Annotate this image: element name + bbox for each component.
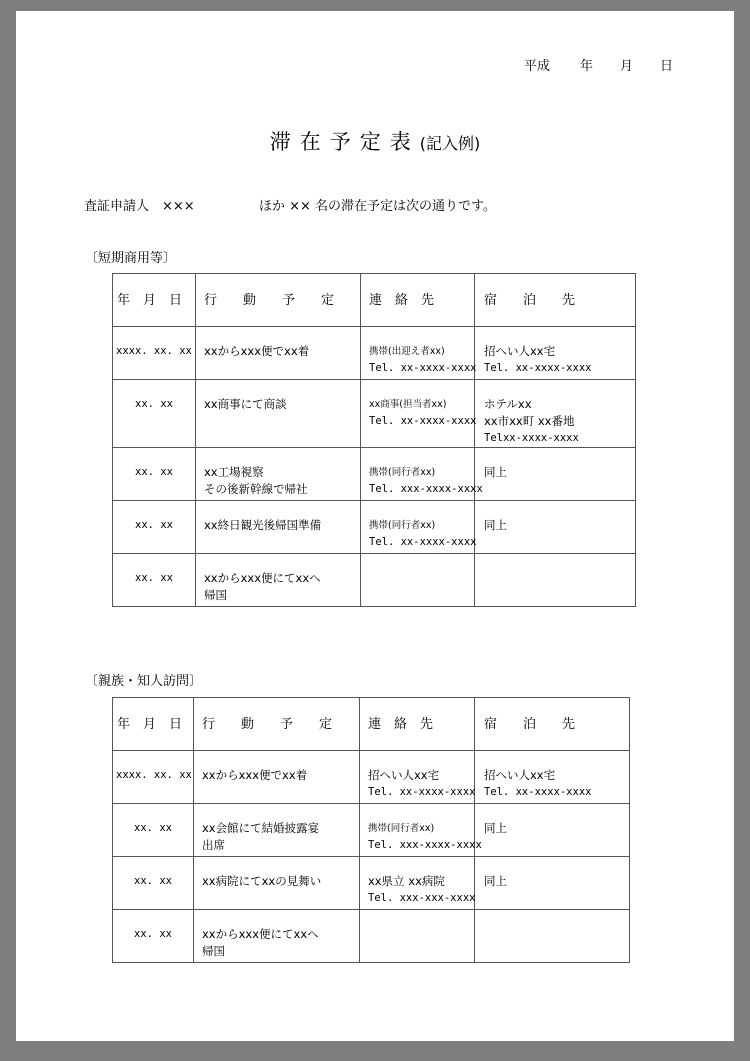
contact-cell (360, 804, 482, 857)
intro-line (84, 195, 496, 214)
intro-statement: ほか ×× 名の滞在予定は次の通りです。 (259, 199, 497, 214)
contact-line: Tel. xx-xxxx-xxxx (369, 415, 477, 427)
lodging-cell (475, 327, 636, 380)
title-main: 滞在予定表 (269, 130, 420, 154)
header-activity (196, 274, 361, 327)
contact-line: xx県立 xx病院 (368, 874, 445, 888)
contact-line: Tel. xxx-xxx-xxxx (368, 892, 476, 904)
lodging-line: Tel. xx-xxxx-xxxx (484, 362, 592, 374)
header-date (113, 274, 196, 327)
lodging-line: xx市xx町 xx番地 (484, 414, 575, 428)
date-cell (113, 448, 196, 501)
table-header-row (113, 274, 636, 327)
date-value: xx. xx (135, 466, 173, 478)
date-cell (113, 910, 194, 963)
lodging-line: Telxx-xxxx-xxxx (484, 432, 579, 444)
contact-text (368, 751, 474, 801)
contact-line: 携帯(同行者xx) (368, 823, 435, 834)
era-month-label: 月 (620, 59, 634, 74)
lodging-cell (475, 857, 630, 910)
lodging-text (484, 380, 635, 447)
section-heading-business: 〔短期商用等〕 (85, 251, 177, 266)
lodging-cell (475, 751, 630, 804)
contact-line: Tel. xxx-xxxx-xxxx (369, 483, 483, 495)
activity-text (204, 327, 360, 360)
contact-text (368, 804, 482, 854)
activity-line: xxからxxx便でxx着 (202, 768, 308, 782)
title-sub: (記入例) (419, 134, 481, 153)
contact-line: 携帯(出迎え者xx) (369, 346, 445, 357)
era-date-line (524, 55, 673, 74)
table-row (113, 448, 636, 501)
activity-line: xx工場視察 (204, 465, 264, 479)
header-activity-label: 行 動 予 定 (202, 716, 333, 732)
header-contact-label: 連 絡 先 (368, 716, 434, 732)
activity-cell (194, 857, 360, 910)
activity-line: xx会館にて結婚披露宴 (202, 821, 320, 835)
activity-text (204, 501, 360, 534)
contact-cell (360, 910, 475, 963)
contact-cell (361, 448, 483, 501)
lodging-text (484, 448, 635, 481)
contact-line: Tel. xx-xxxx-xxxx (369, 536, 477, 548)
activity-text (202, 910, 359, 960)
date-value: xx. xx (135, 519, 173, 531)
header-lodging (475, 274, 636, 327)
activity-cell (194, 751, 360, 804)
contact-line: 招へい人xx宅 (368, 768, 440, 782)
era-name: 平成 (524, 59, 551, 74)
date-cell (113, 501, 196, 554)
activity-line: xx病院にてxxの見舞い (202, 874, 322, 888)
activity-line: xx終日観光後帰国準備 (204, 518, 322, 532)
lodging-text (484, 804, 629, 837)
contact-line: Tel. xx-xxxx-xxxx (368, 786, 476, 798)
contact-cell (360, 751, 475, 804)
lodging-line: Tel. xx-xxxx-xxxx (484, 786, 592, 798)
header-lodging (475, 698, 630, 751)
date-value: xxxx. xx. xx (116, 345, 192, 357)
contact-text (369, 448, 483, 498)
contact-line: Tel. xx-xxxx-xxxx (369, 362, 477, 374)
date-cell (113, 751, 194, 804)
activity-line: 帰国 (204, 588, 227, 602)
activity-text (202, 804, 359, 854)
activity-line: 出席 (202, 838, 225, 852)
contact-cell (361, 554, 475, 607)
contact-cell (361, 380, 475, 448)
table-row (113, 554, 636, 607)
activity-text (202, 857, 359, 890)
lodging-text (484, 857, 629, 890)
activity-line: xxからxxx便でxx着 (204, 344, 310, 358)
contact-cell (360, 857, 475, 910)
activity-cell (196, 448, 361, 501)
contact-line: 携帯(同行者xx) (369, 520, 436, 531)
contact-line: Tel. xxx-xxxx-xxxx (368, 839, 482, 851)
table-header-row (113, 698, 630, 751)
activity-line: その後新幹線で帰社 (204, 482, 308, 496)
lodging-line: 同上 (484, 874, 507, 888)
date-cell (113, 327, 196, 380)
header-activity (194, 698, 360, 751)
document-page (16, 11, 734, 1041)
lodging-line: 同上 (484, 821, 507, 835)
activity-cell (196, 380, 361, 448)
lodging-text (484, 501, 635, 534)
section-heading-family: 〔親族・知人訪問〕 (85, 674, 203, 689)
activity-cell (196, 327, 361, 380)
lodging-line: 招へい人xx宅 (484, 768, 556, 782)
contact-cell (361, 501, 475, 554)
lodging-line: 同上 (484, 518, 507, 532)
contact-text (369, 327, 477, 377)
lodging-cell (475, 501, 636, 554)
header-lodging-label: 宿 泊 先 (484, 716, 576, 732)
lodging-cell (475, 910, 630, 963)
table-row (113, 804, 630, 857)
table-row (113, 327, 636, 380)
page-title (16, 119, 734, 157)
contact-text (368, 857, 474, 907)
contact-text (369, 554, 474, 570)
contact-line: 携帯(同行者xx) (369, 467, 436, 478)
date-value: xx. xx (134, 928, 172, 940)
date-value: xxxx. xx. xx (116, 769, 192, 781)
table-row (113, 751, 630, 804)
lodging-text (484, 910, 629, 926)
lodging-cell (475, 380, 636, 448)
activity-text (202, 751, 359, 784)
table-row (113, 501, 636, 554)
activity-line: xxからxxx便にてxxへ (202, 927, 319, 941)
activity-line: xxからxxx便にてxxへ (204, 571, 321, 585)
contact-cell (361, 327, 475, 380)
activity-cell (194, 910, 360, 963)
header-activity-label: 行 動 予 定 (204, 292, 335, 308)
lodging-text (484, 751, 629, 801)
schedule-table-family (112, 697, 630, 963)
header-contact-label: 連 絡 先 (369, 292, 435, 308)
schedule-table-business (112, 273, 636, 607)
date-value: xx. xx (135, 398, 173, 410)
lodging-line: ホテルxx (484, 397, 532, 411)
contact-text (369, 380, 477, 430)
header-date (113, 698, 194, 751)
lodging-line: 同上 (484, 465, 507, 479)
date-cell (113, 804, 194, 857)
header-contact (361, 274, 475, 327)
date-cell (113, 380, 196, 448)
header-date-label: 年 月 日 (117, 716, 183, 732)
era-year-label: 年 (580, 59, 594, 74)
table-row (113, 857, 630, 910)
date-value: xx. xx (134, 822, 172, 834)
contact-text (368, 910, 474, 926)
activity-text (204, 380, 360, 413)
era-day-label: 日 (660, 59, 674, 74)
table-row (113, 910, 630, 963)
date-cell (113, 554, 196, 607)
header-contact (360, 698, 475, 751)
lodging-cell (475, 804, 630, 857)
date-value: xx. xx (135, 572, 173, 584)
lodging-text (484, 327, 635, 377)
date-value: xx. xx (134, 875, 172, 887)
activity-cell (196, 554, 361, 607)
contact-line: xx商事(担当者xx) (369, 399, 447, 410)
table-row (113, 380, 636, 448)
lodging-cell (475, 554, 636, 607)
activity-cell (194, 804, 360, 857)
activity-text (204, 448, 360, 498)
intro-applicant: 査証申請人 ××× (84, 199, 195, 214)
activity-text (204, 554, 360, 604)
lodging-cell (475, 448, 636, 501)
activity-line: xx商事にて商談 (204, 397, 287, 411)
header-lodging-label: 宿 泊 先 (484, 292, 576, 308)
lodging-text (484, 554, 635, 570)
header-date-label: 年 月 日 (117, 292, 183, 308)
contact-text (369, 501, 477, 551)
activity-cell (196, 501, 361, 554)
activity-line: 帰国 (202, 944, 225, 958)
date-cell (113, 857, 194, 910)
lodging-line: 招へい人xx宅 (484, 344, 556, 358)
